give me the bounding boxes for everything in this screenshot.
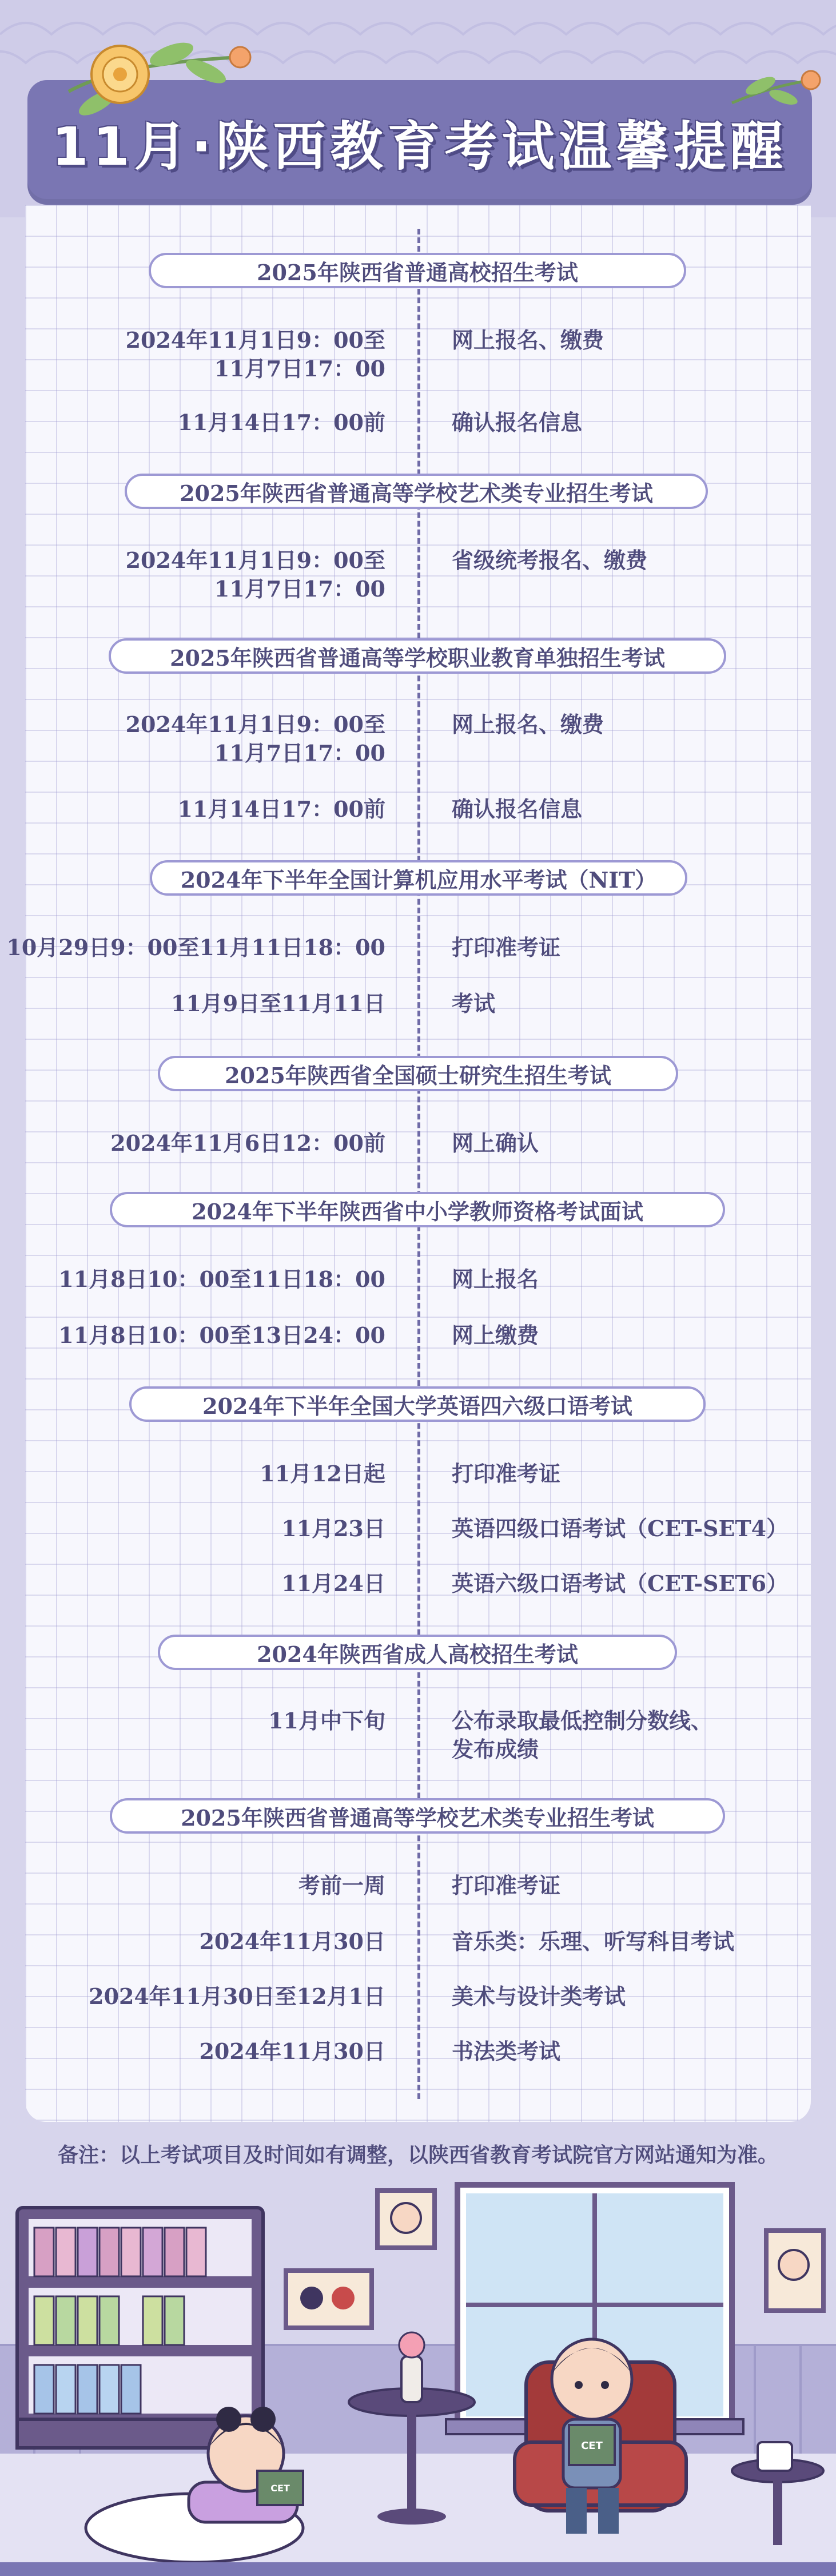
book-label-boy: CET (581, 2440, 603, 2452)
section-title: 2024年下半年全国计算机应用水平考试（NIT） (150, 860, 687, 896)
row-date: 10月29日9：00至11月11日18：00 (6, 935, 385, 960)
section-title: 2024年下半年陕西省中小学教师资格考试面试 (110, 1192, 725, 1227)
row-event: 省级统考报名、缴费 (452, 547, 648, 573)
row-date: 2024年11月1日9：00至 11月7日17：00 (125, 547, 385, 602)
section-title: 2025年陕西省普通高校招生考试 (149, 253, 686, 288)
section-title: 2025年陕西省普通高等学校艺术类专业招生考试 (125, 474, 708, 509)
row-event: 确认报名信息 (452, 796, 583, 822)
row-event: 网上确认 (452, 1130, 539, 1156)
row-event: 打印准考证 (452, 1873, 561, 1898)
section-title: 2025年陕西省普通高等学校职业教育单独招生考试 (109, 638, 726, 674)
row-date: 2024年11月1日9：00至 11月7日17：00 (125, 711, 385, 766)
row-event: 美术与设计类考试 (452, 1983, 626, 2009)
row-event: 网上报名 (452, 1266, 539, 1292)
row-date: 11月14日17：00前 (177, 410, 385, 435)
coffee-cup-icon (758, 2442, 792, 2471)
row-date: 11月9日至11月11日 (170, 991, 385, 1016)
row-date: 2024年11月30日 (199, 2038, 385, 2064)
row-date: 11月24日 (281, 1571, 385, 1596)
section-title: 2025年陕西省全国硕士研究生招生考试 (158, 1056, 678, 1091)
row-event: 网上报名、缴费 (452, 327, 604, 353)
section-title: 2024年陕西省成人高校招生考试 (158, 1635, 677, 1670)
row-date: 考前一周 (298, 1873, 385, 1898)
row-date: 2024年11月30日至12月1日 (89, 1983, 385, 2009)
row-date: 2024年11月1日9：00至 11月7日17：00 (125, 327, 385, 381)
row-event: 网上报名、缴费 (452, 711, 604, 737)
row-event: 公布录取最低控制分数线、 发布成绩 (452, 1708, 713, 1762)
row-event: 确认报名信息 (452, 410, 583, 435)
row-date: 11月8日10：00至11日18：00 (58, 1266, 385, 1292)
row-event: 音乐类：乐理、听写科目考试 (452, 1929, 735, 1954)
row-event: 网上缴费 (452, 1322, 539, 1348)
row-date: 11月中下旬 (268, 1708, 385, 1734)
study-room-illustration (0, 2173, 836, 2576)
row-event: 考试 (452, 991, 496, 1016)
row-event: 英语六级口语考试（CET-SET6） (452, 1571, 789, 1596)
picture-frame-icon (286, 2271, 372, 2328)
row-date: 11月12日起 (260, 1461, 385, 1486)
book-label-girl: CET (270, 2483, 290, 2494)
row-event: 英语四级口语考试（CET-SET4） (452, 1516, 789, 1541)
page-title: 11月·陕西教育考试温馨提醒 (51, 116, 788, 177)
row-date: 11月14日17：00前 (177, 796, 385, 822)
section-title: 2024年下半年全国大学英语四六级口语考试 (129, 1386, 706, 1422)
section-title: 2025年陕西省普通高等学校艺术类专业招生考试 (110, 1798, 725, 1834)
row-date: 2024年11月30日 (199, 1929, 385, 1954)
row-event: 打印准考证 (452, 935, 561, 960)
row-event: 书法类考试 (452, 2038, 561, 2064)
footer-note: 备注：以上考试项目及时间如有调整，以陕西省教育考试院官方网站通知为准。 (57, 2143, 778, 2167)
row-date: 2024年11月6日12：00前 (110, 1130, 385, 1156)
row-date: 11月8日10：00至13日24：00 (58, 1322, 385, 1348)
flower-decoration-right-icon (726, 63, 823, 114)
row-event: 打印准考证 (452, 1461, 561, 1486)
row-date: 11月23日 (281, 1516, 385, 1541)
flower-decoration-left-icon (51, 23, 257, 120)
vase-icon (401, 2356, 422, 2402)
